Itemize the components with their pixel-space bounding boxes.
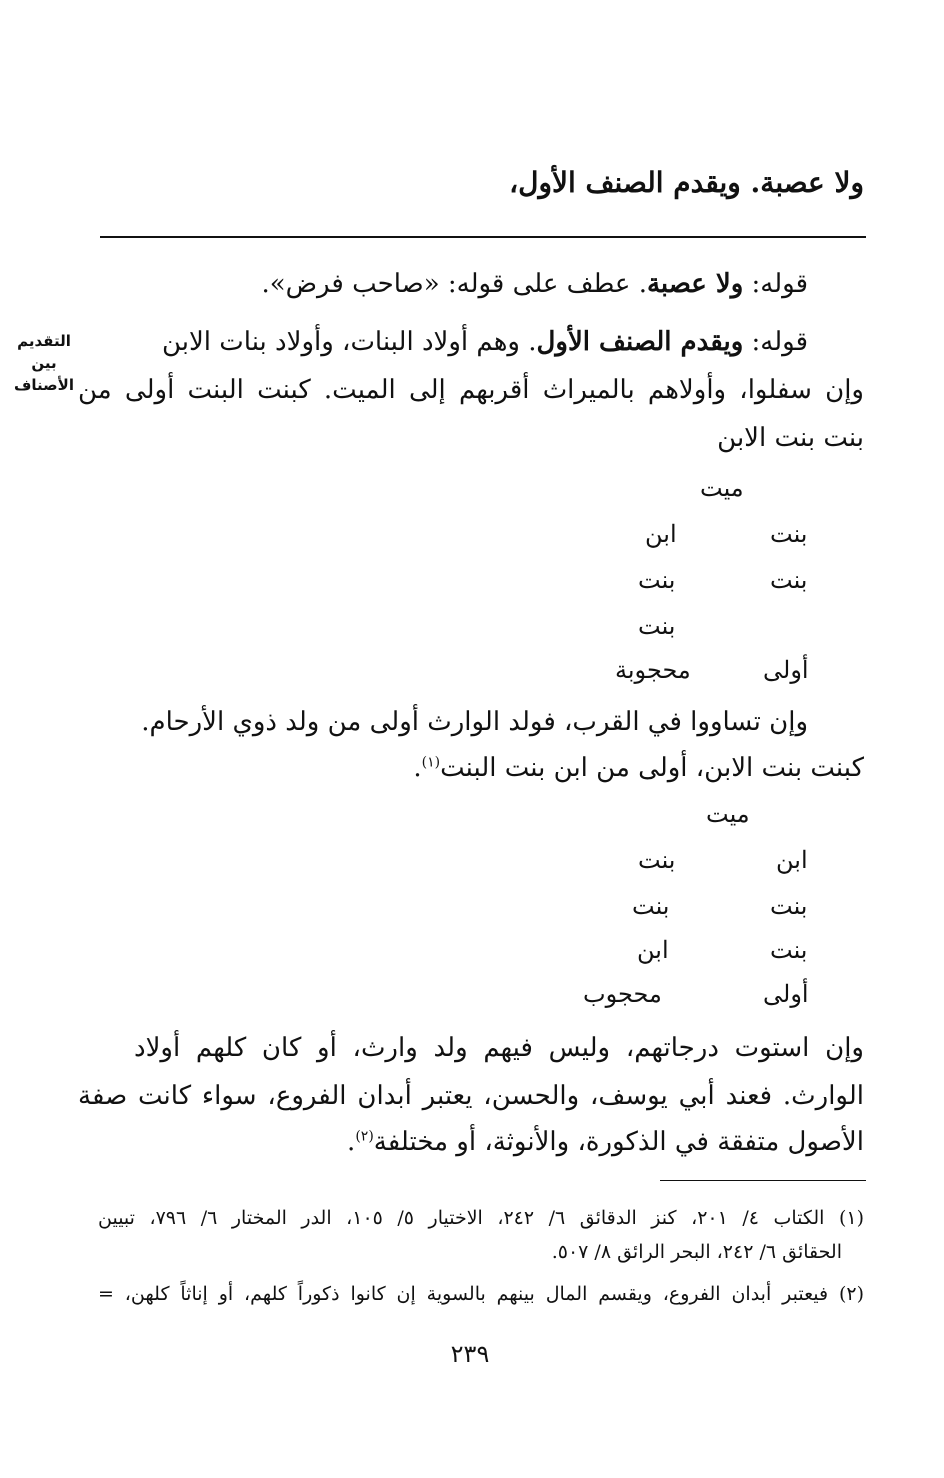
paragraph-3-text: كبنت بنت الابن، أولى من ابن بنت البنت bbox=[440, 753, 864, 783]
paragraph-2-line-2: وإن سفلوا، وأولاهم بالميراث أقربهم إلى الميت. كبنت البنت أولى من bbox=[78, 375, 864, 405]
paragraph-3-line-1: وإن تساووا في القرب، فولد الوارث أولى من ولد ذوي الأرحام. bbox=[141, 707, 808, 737]
paragraph-2-line-1 bbox=[162, 320, 808, 364]
paragraph-2-prefix: قوله: bbox=[743, 327, 808, 357]
footnote-2-line-1: (٢) فيعتبر أبدان الفروع، ويقسم المال بينهم بالسوية إن كانوا ذكوراً كلهم، أو إناثاً كلهن، = bbox=[98, 1283, 864, 1305]
side-note-line: بين bbox=[31, 354, 57, 372]
paragraph-4-line-2: الوارث. فعند أبي يوسف، والحسن، يعتبر أبدان الفروع، سواء كانت صفة bbox=[78, 1081, 864, 1111]
header-divider bbox=[100, 236, 866, 238]
paragraph-1-rest: . عطف على قوله: «صاحب فرض». bbox=[261, 269, 647, 299]
diagram-1-head: ميت bbox=[700, 474, 744, 502]
diagram-2-left-item: محجوب bbox=[583, 980, 662, 1008]
paragraph-2-rest: . وهم أولاد البنات، وأولاد بنات الابن bbox=[161, 327, 537, 357]
footnote-1-line-1: (١) الكتاب ٤/ ٢٠١، كنز الدقائق ٦/ ٢٤٢، الاختيار ٥/ ١٠٥، الدر المختار ٦/ ٧٩٦، تبيين bbox=[98, 1207, 865, 1229]
matn-text: ولا عصبة. ويقدم الصنف الأول، bbox=[509, 166, 864, 199]
diagram-2-left-item: بنت bbox=[638, 846, 676, 874]
diagram-1-left-item: ابن bbox=[645, 520, 677, 548]
footnote-1-line-2: الحقائق ٦/ ٢٤٢، البحر الرائق ٨/ ٥٠٧. bbox=[551, 1241, 842, 1263]
diagram-1-right-item: أولى bbox=[763, 656, 809, 684]
diagram-2-head: ميت bbox=[706, 800, 750, 828]
paragraph-2-bold: ويقدم الصنف الأول bbox=[536, 327, 744, 357]
diagram-2-right-item: بنت bbox=[770, 892, 808, 920]
paragraph-1 bbox=[261, 262, 808, 306]
diagram-1-left-item: محجوبة bbox=[615, 656, 691, 684]
paragraph-4-line-3 bbox=[347, 1120, 864, 1164]
diagram-1-left-item: بنت bbox=[638, 612, 676, 640]
diagram-1-right-item: بنت bbox=[770, 520, 808, 548]
page-number: ٢٣٩ bbox=[450, 1340, 490, 1368]
paragraph-2-line-3: بنت بنت الابن bbox=[717, 423, 864, 453]
paragraph-3-line-2 bbox=[413, 746, 864, 790]
paragraph-4-end: . bbox=[347, 1127, 356, 1157]
diagram-2-right-item: ابن bbox=[776, 846, 808, 874]
diagram-1-right-item: بنت bbox=[770, 566, 808, 594]
diagram-2-right-item: بنت bbox=[770, 936, 808, 964]
diagram-2-left-item: ابن bbox=[637, 936, 669, 964]
footnote-ref-1[interactable]: (١) bbox=[421, 754, 441, 771]
diagram-2-left-item: بنت bbox=[632, 892, 670, 920]
side-note bbox=[4, 330, 84, 396]
paragraph-4-text: الأصول متفقة في الذكورة، والأنوثة، أو مختلفة bbox=[373, 1127, 864, 1157]
footnote-divider bbox=[660, 1180, 866, 1181]
diagram-1-left-item: بنت bbox=[638, 566, 676, 594]
paragraph-1-bold: ولا عصبة bbox=[646, 269, 744, 299]
side-note-line: التقديم bbox=[17, 332, 71, 350]
paragraph-3-end: . bbox=[413, 753, 422, 783]
side-note-line: الأصناف bbox=[14, 376, 74, 394]
diagram-2-right-item: أولى bbox=[763, 980, 809, 1008]
paragraph-1-prefix: قوله: bbox=[743, 269, 808, 299]
paragraph-4-line-1: وإن استوت درجاتهم، وليس فيهم ولد وارث، أو كان كلهم أولاد bbox=[134, 1033, 864, 1063]
footnote-ref-2[interactable]: (٢) bbox=[355, 1128, 374, 1145]
